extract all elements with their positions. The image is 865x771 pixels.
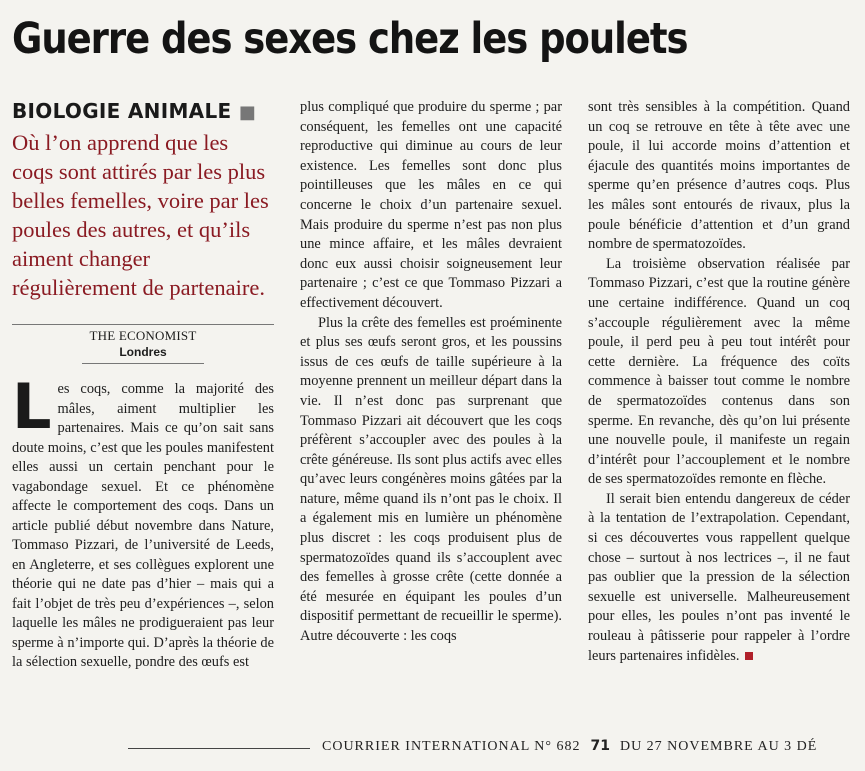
section-rubric [12, 98, 274, 126]
page-number: 71 [590, 738, 610, 754]
column-1 [12, 98, 274, 673]
rubric-label: BIOLOGIE ANIMALE [12, 99, 232, 123]
column-1-text: es coqs, comme la majorité des mâles, aiment multiplier les partenaires. Mais ce qu’on sait sans doute moins, c’est que les poules manifestent elles aussi un certain penchant pour le vagabondage sexuel. Et ce phénomène affecte le comportement des coqs. Dans un article publié début novembre dans Nature, Tommaso Pizzari, de l’université de Leeds, en Angleterre, et ses collègues explorent une théorie qui ne date pas d’hier – mais qui a fait l’objet de très peu d’expériences –, selon laquelle les mâles ne prodigueraient pas leur sperme à n’importe qui. D’après la théorie de la sélection sexuelle, pondre des œufs est [12, 381, 274, 670]
paragraph: sont très sensibles à la compétition. Quand un coq se retrouve en tête à tête avec une poule, il lui accorde moins d’attention et éjacule des quantités moins importantes de sperme qu’en présence d’autres coqs. Plus les mâles sont entourés de rivaux, plus la poule bénéficie d’attention et d’un grand nombre de spermatozoïdes. [588, 99, 850, 253]
paragraph: plus compliqué que produire du sperme ; par conséquent, les femelles ont une capacité reproductive qui diminue au cours de leur existence. Les femelles sont donc plus pointilleuses que les mâles en ce qui concerne le choix d’un partenaire sexuel. Mais produire du sperme n’est pas non plus une mince affaire, et les mâles devraient donc eux aussi choisir soigneusement leur partenaire ; c’est ce que Tommaso Pizzari a effectivement découvert. [300, 99, 562, 311]
paragraph-text: Il serait bien entendu dangereux de céder à la tentation de l’extrapolation. Cependant, si ces découvertes vous rappellent quelque chose – surtout à nos lectrices –, il ne faut pas oublier que la pression de la sélection sexuelle est universelle. Malheureusement pour elles, les poules n’ont pas inventé le rouleau à pâtisserie pour rappeler à l’ordre leurs partenaires infidèles. [588, 490, 850, 664]
end-square-icon [745, 652, 753, 660]
drop-cap: L [12, 370, 52, 443]
column-2 [300, 98, 562, 647]
page-footer [0, 738, 865, 758]
source-city: Londres [82, 345, 204, 364]
article-standfirst: Où l’on apprend que les coqs sont attirés par les plus belles femelles, voire par les poules des autres, et qu’ils aiment changer régulièrement de partenaire. [12, 130, 269, 300]
footer-publication: COURRIER INTERNATIONAL N° 682 [322, 739, 581, 754]
footer-rule [128, 748, 310, 749]
article-headline: Guerre des sexes chez les poulets [12, 14, 688, 64]
column-3 [588, 98, 850, 666]
footer-dates: DU 27 NOVEMBRE AU 3 DÉ [619, 739, 818, 754]
paragraph: La troisième observation réalisée par Tommaso Pizzari, c’est que la routine génère une certaine indifférence. Quand un coq s’accouple régulièrement avec la même poule, il perd peu à peu tout intérêt pour cette dernière. La fréquence des coïts commence à baisser tout comme le nombre de spermatozoïdes contenus dans son sperme. En revanche, dès qu’on lui présente une nouvelle poule, il manifeste un regain d’intérêt pour l’accouplement et le nombre de ses spermatozoïdes remonte en flèche. [588, 255, 850, 488]
column-1-body [12, 370, 274, 673]
paragraph: Plus la crête des femelles est proéminente et plus ses œufs seront gros, et les poussins issus de ces œufs de taille supérieure à la moyenne prennent un meilleur départ dans la vie. Il n’est donc pas surprenant que Tommaso Pizzari ait découvert que les coqs préfèrent s’accoupler avec des poules à la crête généreuse. Ils sont plus actifs avec elles qu’avec leurs congénères moins gâtées par la nature, même quand ils n’ont pas le choix. Il a également mis en lumière un phénomène plus discret : les coqs produisent plus de spermatozoïdes quand ils s’accouplent avec des femelles à grosse crête (cette donnée a été mesurée en équipant les poules d’un dispositif permettant de recueillir le sperme). Autre découverte : les coqs [300, 314, 562, 645]
source-publication: THE ECONOMIST [12, 324, 274, 344]
paragraph-final [588, 490, 850, 666]
rubric-square-icon: ■ [238, 102, 257, 123]
footer-text [322, 738, 817, 755]
